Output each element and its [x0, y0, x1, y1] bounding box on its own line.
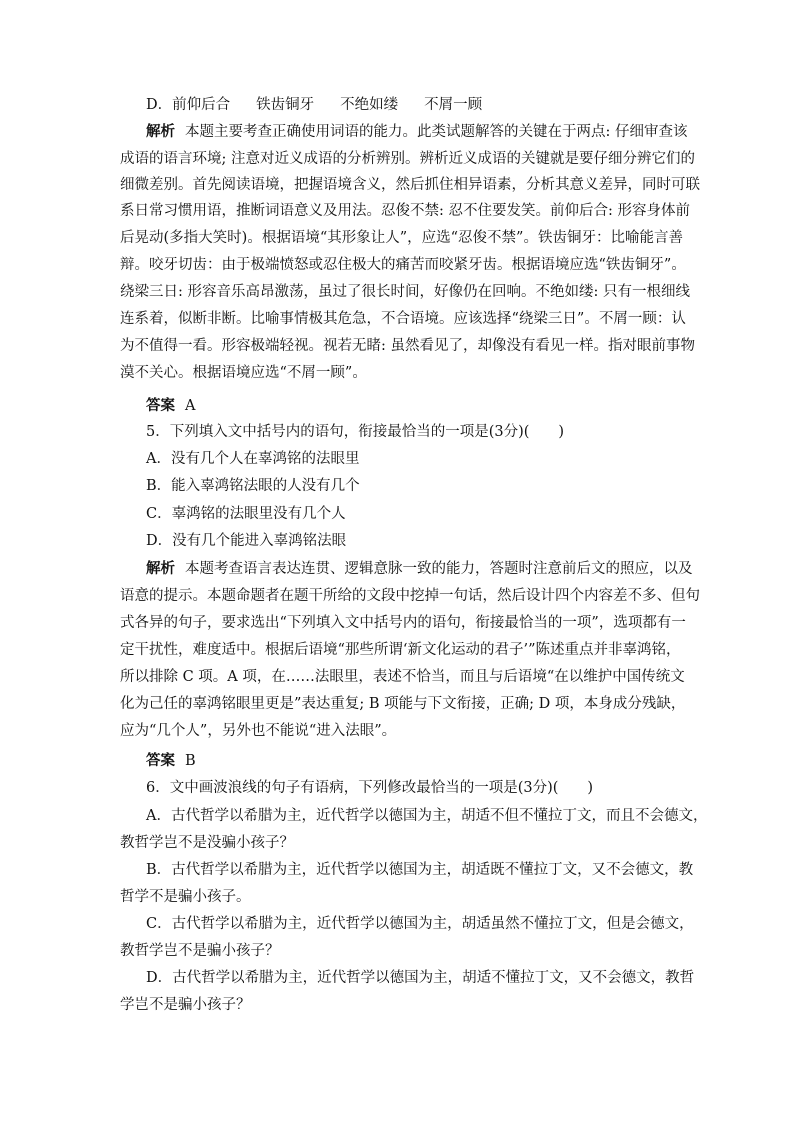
q4-analysis-line-3: 细微差别。首先阅读语境，把握语境含义，然后抓住相异语素，分析其意义差异，同时可联: [120, 177, 700, 193]
q6-option-c-line-2: 教哲学岂不是骗小孩子？: [120, 943, 280, 959]
q6-option-d-line-2: 学岂不是骗小孩子？: [120, 997, 251, 1013]
q4-analysis-line-4: 系日常习惯用语，推断词语意义及用法。忍俊不禁: 忍不住要发笑。前仰后合: 形容身体前: [120, 203, 690, 219]
q5-analysis-line-6: 化为己任的辜鸿铭眼里更是”表达重复; B 项能与下文衔接，正确; D 项，本身成分残缺，: [120, 696, 686, 712]
q5-option-b: B．能入辜鸿铭法眼的人没有几个: [146, 478, 360, 494]
q5-option-d: D．没有几个能进入辜鸿铭法眼: [146, 533, 347, 549]
q5-answer-value: B: [185, 753, 196, 769]
q5-analysis-line-7: 应为“几个人”，另外也不能说“进入法眼”。: [120, 723, 397, 739]
q5-analysis-line-2: 语意的提示。本题命题者在题干所给的文段中挖掉一句话，然后设计四个内容差不多、但句: [120, 588, 700, 604]
q5-analysis-line-3: 式各异的句子，要求选出“下列填入文中括号内的语句，衔接最恰当的一项”，选项都有一: [120, 615, 686, 631]
q5-answer-label: 答案: [146, 753, 175, 769]
q6-option-b-line-1: B．古代哲学以希腊为主，近代哲学以德国为主，胡适既不懂拉丁文，又不会德文，教: [146, 862, 694, 878]
q4-analysis-line-10: 漠不关心。根据语境应选“不屑一顾”。: [120, 365, 367, 381]
q5-analysis-text-1: 本题考查语言表达连贯、逻辑意脉一致的能力，答题时注意前后文的照应，以及: [185, 561, 693, 577]
q6-option-d-line-1: D．古代哲学以希腊为主，近代哲学以德国为主，胡适不懂拉丁文，又不会德文，教哲: [146, 970, 695, 986]
q4-analysis-line-7: 绕梁三日: 形容音乐高昂激荡，虽过了很长时间，好像仍在回响。不绝如缕: 只有一根细线: [120, 284, 690, 300]
q6-option-a-line-1: A．古代哲学以希腊为主，近代哲学以德国为主，胡适不但不懂拉丁文，而且不会德文，: [146, 808, 708, 824]
q4-analysis-line-6: 辩。咬牙切齿：由于极端愤怒或忍住极大的痛苦而咬紧牙齿。根据语境应选“铁齿铜牙”。: [120, 257, 686, 273]
q4-option-d-item-1: 前仰后合: [172, 97, 231, 113]
q4-analysis-line-5: 后晃动(多指大笑时)。根据语境“其形象让人”，应选“忍俊不禁”。铁齿铜牙：比喻能言善: [120, 230, 683, 246]
q4-answer-value: A: [185, 398, 196, 414]
q4-option-d-item-2: 铁齿铜牙: [256, 97, 315, 113]
q4-option-d-item-4: 不屑一顾: [424, 97, 483, 113]
q5-analysis-line-4: 定干扰性，难度适中。根据后语境“那些所谓‘新文化运动的君子’”陈述重点并非辜鸿铭，: [120, 642, 681, 658]
q5-analysis-line-1: [146, 559, 693, 579]
q5-analysis-label: 解析: [146, 561, 175, 577]
q4-answer-label: 答案: [146, 398, 175, 414]
q4-answer: [146, 396, 680, 416]
q6-option-b-line-2: 哲学不是骗小孩子。: [120, 889, 251, 905]
q4-option-d-prefix: D．: [146, 97, 173, 113]
q4-analysis-label: 解析: [146, 124, 175, 140]
q6-stem: 6．文中画波浪线的句子有语病，下列修改最恰当的一项是(3分)( ): [146, 780, 594, 796]
q6-option-a-line-2: 教哲学岂不是没骗小孩子？: [120, 835, 294, 851]
q4-analysis-line-9: 为不值得一看。形容极端轻视。视若无睹: 虽然看见了，却像没有看见一样。指对眼前事物: [120, 338, 695, 354]
q4-option-d: [146, 95, 680, 115]
q4-analysis-line-1: [146, 122, 688, 142]
q4-option-d-item-3: 不绝如缕: [340, 97, 399, 113]
q6-option-c-line-1: C．古代哲学以希腊为主，近代哲学以德国为主，胡适虽然不懂拉丁文，但是会德文，: [146, 916, 694, 932]
q5-stem: 5．下列填入文中括号内的语句，衔接最恰当的一项是(3分)( ): [146, 424, 565, 440]
q5-answer: [146, 751, 680, 771]
q5-option-a: A．没有几个人在辜鸿铭的法眼里: [146, 451, 360, 467]
q4-analysis-line-8: 连系着，似断非断。比喻事情极其危急，不合语境。应该选择“绕梁三日”。不屑一顾：认: [120, 311, 686, 327]
q5-option-c: C．辜鸿铭的法眼里没有几个人: [146, 506, 346, 522]
q4-analysis-line-2: 成语的语言环境; 注意对近义成语的分析辨别。辨析近义成语的关键就是要仔细分辨它们的: [120, 151, 695, 167]
q4-analysis-text-1: 本题主要考查正确使用词语的能力。此类试题解答的关键在于两点: 仔细审查该: [185, 124, 688, 140]
q5-analysis-line-5: 所以排除 C 项。A 项，在……法眼里，表述不恰当，而且与后语境“在以维护中国传统文: [120, 669, 685, 685]
